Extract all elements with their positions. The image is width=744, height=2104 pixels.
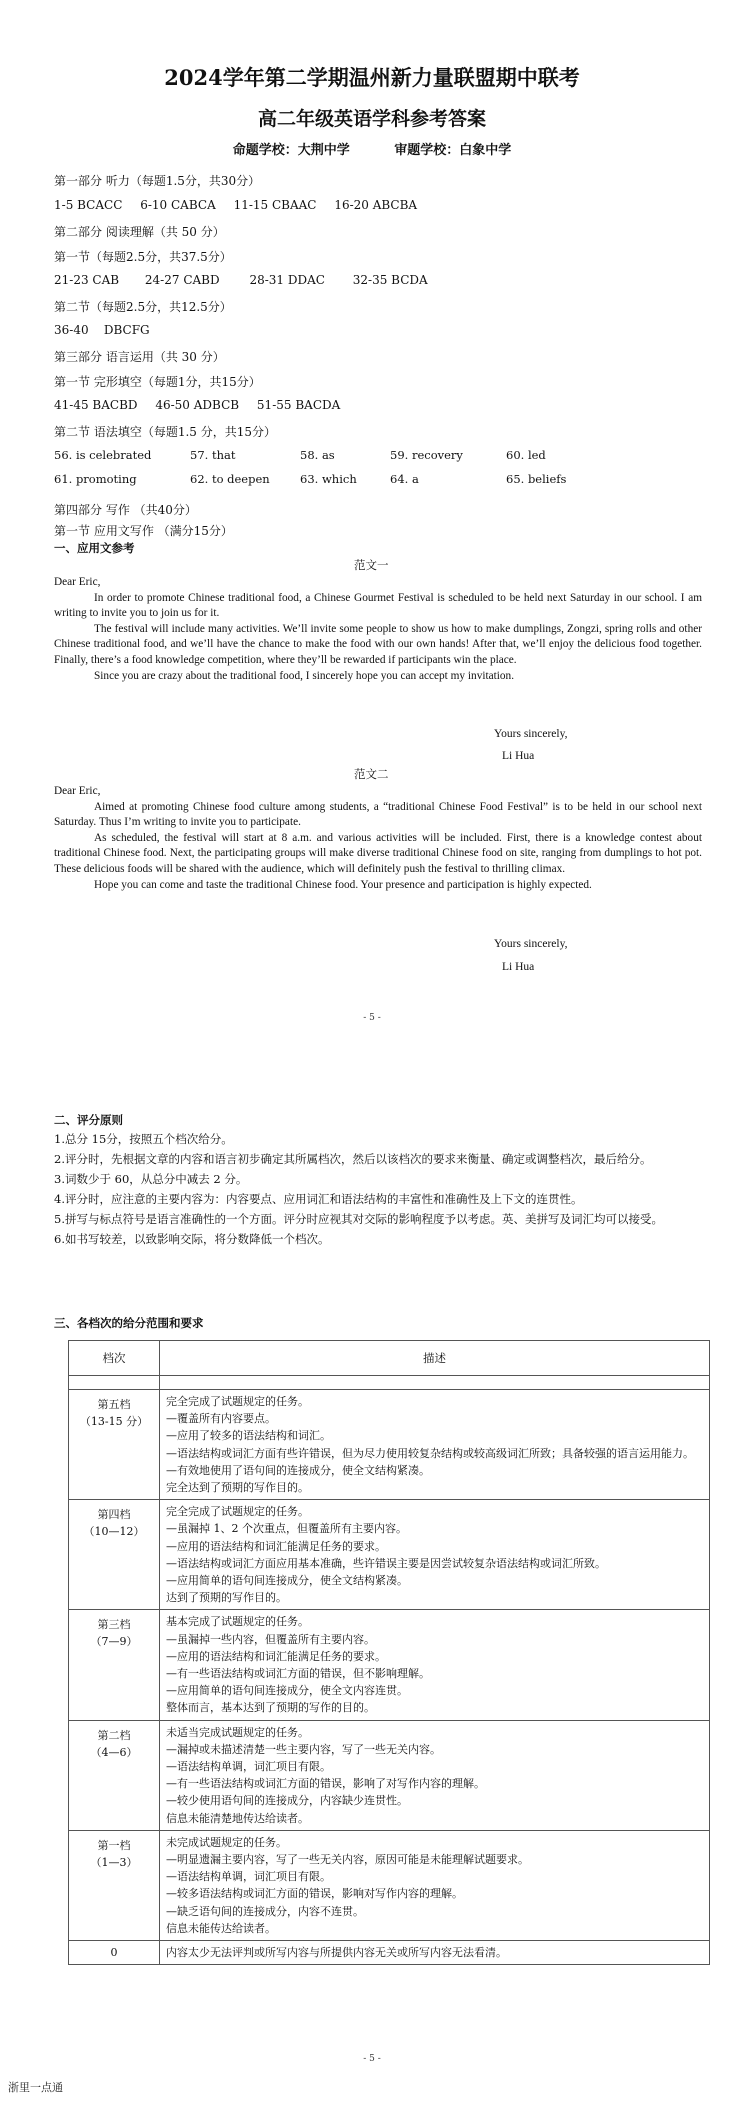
grade-range: （13-15 分）	[79, 1415, 149, 1428]
grade-description-cell	[160, 1941, 710, 1965]
part2-section1-answers	[54, 273, 442, 287]
setter-school: 命题学校：大荆中学	[232, 143, 350, 158]
grammar-answer: 64. a	[390, 472, 419, 486]
part4-section1-heading: 第一节 应用文写作 （满分15分）	[54, 524, 233, 538]
rule-item: 2.评分时，先根据文章的内容和语言初步确定其所属档次，然后以该档次的要求来衡量、确定或调整档次，最后给分。	[54, 1152, 652, 1166]
part2-heading: 第二部分 阅读理解（共 50 分）	[54, 225, 225, 239]
answer-group: 11-15 CBAAC	[233, 198, 317, 212]
grammar-answer: 56. is celebrated	[54, 448, 152, 462]
grammar-answer: 58. as	[300, 448, 335, 462]
description-line: 达到了预期的写作目的。	[166, 1591, 287, 1605]
description-line: —较多语法结构或词汇方面的错误，影响对写作内容的理解。	[166, 1887, 463, 1901]
table-row	[69, 1500, 710, 1610]
description-line: —虽漏掉一些内容，但覆盖所有主要内容。	[166, 1632, 375, 1646]
footer-watermark: 浙里一点通	[8, 2081, 63, 2094]
grade-level: 第四档	[97, 1508, 131, 1522]
page-number-bottom: - 5 -	[363, 2054, 381, 2064]
essay1-body	[54, 575, 702, 684]
grammar-answer: 63. which	[300, 472, 357, 486]
grammar-answer: 62. to deepen	[190, 472, 270, 486]
part2-section1-heading: 第一节（每题2.5分，共37.5分）	[54, 250, 232, 264]
description-line: 完全达到了预期的写作目的。	[166, 1481, 309, 1495]
part3-section1-heading: 第一节 完形填空（每题1分，共15分）	[54, 375, 261, 389]
part3-heading: 第三部分 语言运用（共 30 分）	[54, 350, 225, 364]
spacer-row	[69, 1376, 710, 1390]
answer-group: 46-50 ADBCB	[155, 398, 240, 412]
page-number: - 5 -	[363, 1013, 381, 1023]
rules-heading: 二、评分原则	[54, 1113, 123, 1127]
grade-table-heading: 三、各档次的给分范围和要求	[54, 1316, 204, 1330]
essay1-greeting: Dear Eric,	[54, 576, 101, 588]
grammar-answer: 65. beliefs	[506, 472, 567, 486]
exam-title: 2024学年第二学期温州新力量联盟期中联考	[164, 65, 580, 90]
grade-level: 第一档	[97, 1838, 131, 1852]
description-line: 完全完成了试题规定的任务。	[166, 1395, 309, 1408]
rule-item: 5.拼写与标点符号是语言准确性的一个方面。评分时应视其对交际的影响程度予以考虑。英、美拼写及词汇均可以接受。	[54, 1212, 663, 1226]
essay2-signature: Li Hua	[502, 961, 535, 973]
grade-description-cell	[160, 1390, 710, 1500]
grade-table	[68, 1340, 710, 1965]
description-line: —应用的语法结构和词汇能满足任务的要求。	[166, 1649, 386, 1663]
essay1-paragraph: Since you are crazy about the traditional food, I sincerely hope you can accept my invitation.	[94, 669, 515, 682]
grammar-answer: 57. that	[190, 448, 236, 462]
essay1-paragraph: In order to promote Chinese traditional food, a Chinese Gourmet Festival is scheduled to be held next Saturday in our school. I am writing to invite you to join us for it.	[54, 591, 702, 620]
grade-range: （4—6）	[90, 1745, 138, 1759]
grade-description-cell	[160, 1720, 710, 1830]
rule-item: 4.评分时，应注意的主要内容为：内容要点、应用词汇和语法结构的丰富性和准确性及上下文的连贯性。	[54, 1192, 583, 1206]
grade-level-cell	[69, 1941, 160, 1965]
description-line: 基本完成了试题规定的任务。	[166, 1615, 309, 1629]
grade-range: （1—3）	[90, 1855, 138, 1869]
exam-subtitle: 高二年级英语学科参考答案	[257, 108, 486, 130]
description-line: 整体而言，基本达到了预期的写作的目的。	[166, 1701, 375, 1715]
description-line: —应用简单的语句间连接成分，使全文内容连贯。	[166, 1684, 408, 1698]
description-line: —语法结构或词汇方面应用基本准确，些许错误主要是因尝试较复杂语法结构或词汇所致。	[166, 1556, 606, 1570]
description-line: —有一些语法结构或词汇方面的错误，但不影响理解。	[166, 1667, 430, 1681]
essay2-greeting: Dear Eric,	[54, 785, 101, 797]
grade-level-cell	[69, 1610, 160, 1720]
grade-level: 第三档	[97, 1618, 131, 1632]
table-row	[69, 1390, 710, 1500]
column-header-level: 档次	[69, 1341, 160, 1376]
essay2-paragraph: Hope you can come and taste the traditional Chinese food. Your presence and participation is highly expected.	[94, 878, 592, 891]
part3-section2-heading: 第二节 语法填空（每题1.5 分，共15分）	[54, 425, 276, 439]
essay1-paragraph: The festival will include many activities. We’ll invite some people to show us how to make dumplings, Zongzi, spring rolls and other Chinese traditional food, and we’ll have the chance to make the food with our own hands! After that, we’ll enjoy the delicious food together. Finally, there’s a food knowledge competition, where they’ll be rewarded if participants win the place.	[54, 622, 702, 666]
table-row	[69, 1610, 710, 1720]
answer-group: 21-23 CAB	[54, 273, 120, 287]
rule-item: 3.词数少于 60，从总分中减去 2 分。	[54, 1172, 248, 1186]
school-info	[0, 139, 744, 158]
rules-list	[54, 1131, 714, 1251]
description-line: —较少使用语句间的连接成分，内容缺少连贯性。	[166, 1794, 408, 1808]
description-line: —有一些语法结构或词汇方面的错误，影响了对写作内容的理解。	[166, 1777, 485, 1791]
answer-group: 32-35 BCDA	[352, 273, 428, 287]
part3-section1-answers	[54, 398, 354, 412]
description-line: —虽漏掉 1、2 个次重点，但覆盖所有主要内容。	[166, 1522, 407, 1536]
essay1-closing: Yours sincerely,	[494, 728, 568, 740]
description-line: —有效地使用了语句间的连接成分，使全文结构紧凑。	[166, 1463, 430, 1477]
description-line: 完全完成了试题规定的任务。	[166, 1505, 309, 1519]
grade-level-cell	[69, 1390, 160, 1500]
description-line: —漏掉或未描述清楚一些主要内容，写了一些无关内容。	[166, 1742, 441, 1756]
table-header-row	[69, 1341, 710, 1376]
answer-group: 1-5 BCACC	[54, 198, 123, 212]
part4-heading: 第四部分 写作 （共40分）	[54, 503, 197, 517]
reviewer-school: 审题学校：白象中学	[394, 143, 512, 158]
answer-group: 16-20 ABCBA	[334, 198, 418, 212]
description-line: —应用简单的语句间连接成分，使全文结构紧凑。	[166, 1574, 408, 1588]
description-line: 信息未能清楚地传达给读者。	[166, 1811, 309, 1825]
description-line: —明显遗漏主要内容，写了一些无关内容，原因可能是未能理解试题要求。	[166, 1853, 529, 1867]
grade-level-cell	[69, 1500, 160, 1610]
table-row	[69, 1720, 710, 1830]
description-line: —语法结构单调，词汇项目有限。	[166, 1760, 331, 1774]
grade-description-cell	[160, 1500, 710, 1610]
description-line: 内容太少无法评判或所写内容与所提供内容无关或所写内容无法看清。	[166, 1946, 507, 1960]
essay1-label: 范文一	[354, 560, 389, 572]
description-line: —语法结构或词汇方面有些许错误，但为尽力使用较复杂结构或较高级词汇所致；具备较强的语言运用能力。	[166, 1446, 694, 1460]
grade-description-cell	[160, 1610, 710, 1720]
grammar-answer: 59. recovery	[390, 448, 463, 462]
essay2-paragraph: As scheduled, the festival will start at 8 a.m. and various activities will be included. First, there is a knowledge contest about traditional Chinese food. Next, the participating groups will make diverse traditional Chinese food on site, ranging from dumplings to hot pot. These delicious foods will be shared with the audience, which will definitely push the festival to thrilling climax.	[54, 831, 702, 875]
description-line: —语法结构单调，词汇项目有限。	[166, 1870, 331, 1884]
section1-heading: 一、应用文参考	[54, 541, 135, 555]
description-line: 信息未能传达给读者。	[166, 1921, 276, 1935]
answer-group: 51-55 BACDA	[256, 398, 341, 412]
description-line: —应用的语法结构和词汇能满足任务的要求。	[166, 1539, 386, 1553]
answer-group: 28-31 DDAC	[249, 273, 325, 287]
grade-range: （7—9）	[90, 1635, 138, 1649]
grade-level: 第五档	[97, 1398, 131, 1411]
answer-group: 24-27 CABD	[144, 273, 220, 287]
answer-group: 41-45 BACBD	[54, 398, 138, 412]
answer-group: 6-10 CABCA	[140, 198, 216, 212]
grade-level-cell	[69, 1720, 160, 1830]
description-line: —应用了较多的语法结构和词汇。	[166, 1429, 331, 1443]
table-row	[69, 1941, 710, 1965]
essay2-paragraph: Aimed at promoting Chinese food culture among students, a “traditional Chinese Food Festival” is to be held in our school next Saturday. Thus I’m writing to invite you to participate.	[54, 800, 702, 829]
part2-section2-heading: 第二节（每题2.5分，共12.5分）	[54, 300, 232, 314]
description-line: —缺乏语句间的连接成分，内容不连贯。	[166, 1904, 364, 1918]
part1-heading: 第一部分 听力（每题1.5分，共30分）	[54, 174, 261, 188]
grade-level: 0	[110, 1946, 118, 1960]
essay2-label: 范文二	[354, 769, 389, 781]
part1-answers	[54, 198, 431, 212]
grade-level: 第二档	[97, 1728, 131, 1742]
rule-item: 1.总分 15分，按照五个档次给分。	[54, 1132, 233, 1146]
grade-level-cell	[69, 1830, 160, 1940]
rule-item: 6.如书写较差，以致影响交际，将分数降低一个档次。	[54, 1232, 330, 1246]
essay1-signature: Li Hua	[502, 750, 535, 762]
essay2-body	[54, 784, 702, 893]
grade-range: （10—12）	[83, 1525, 145, 1539]
table-row	[69, 1830, 710, 1940]
description-line: —覆盖所有内容要点。	[166, 1412, 276, 1426]
part2-section2-answers: 36-40 DBCFG	[54, 323, 150, 337]
description-line: 未完成试题规定的任务。	[166, 1835, 287, 1849]
grade-description-cell	[160, 1830, 710, 1940]
essay2-closing: Yours sincerely,	[494, 938, 568, 950]
grammar-answer: 61. promoting	[54, 472, 137, 486]
column-header-description: 描述	[160, 1341, 710, 1376]
grammar-answer: 60. led	[506, 448, 546, 462]
description-line: 未适当完成试题规定的任务。	[166, 1725, 309, 1739]
